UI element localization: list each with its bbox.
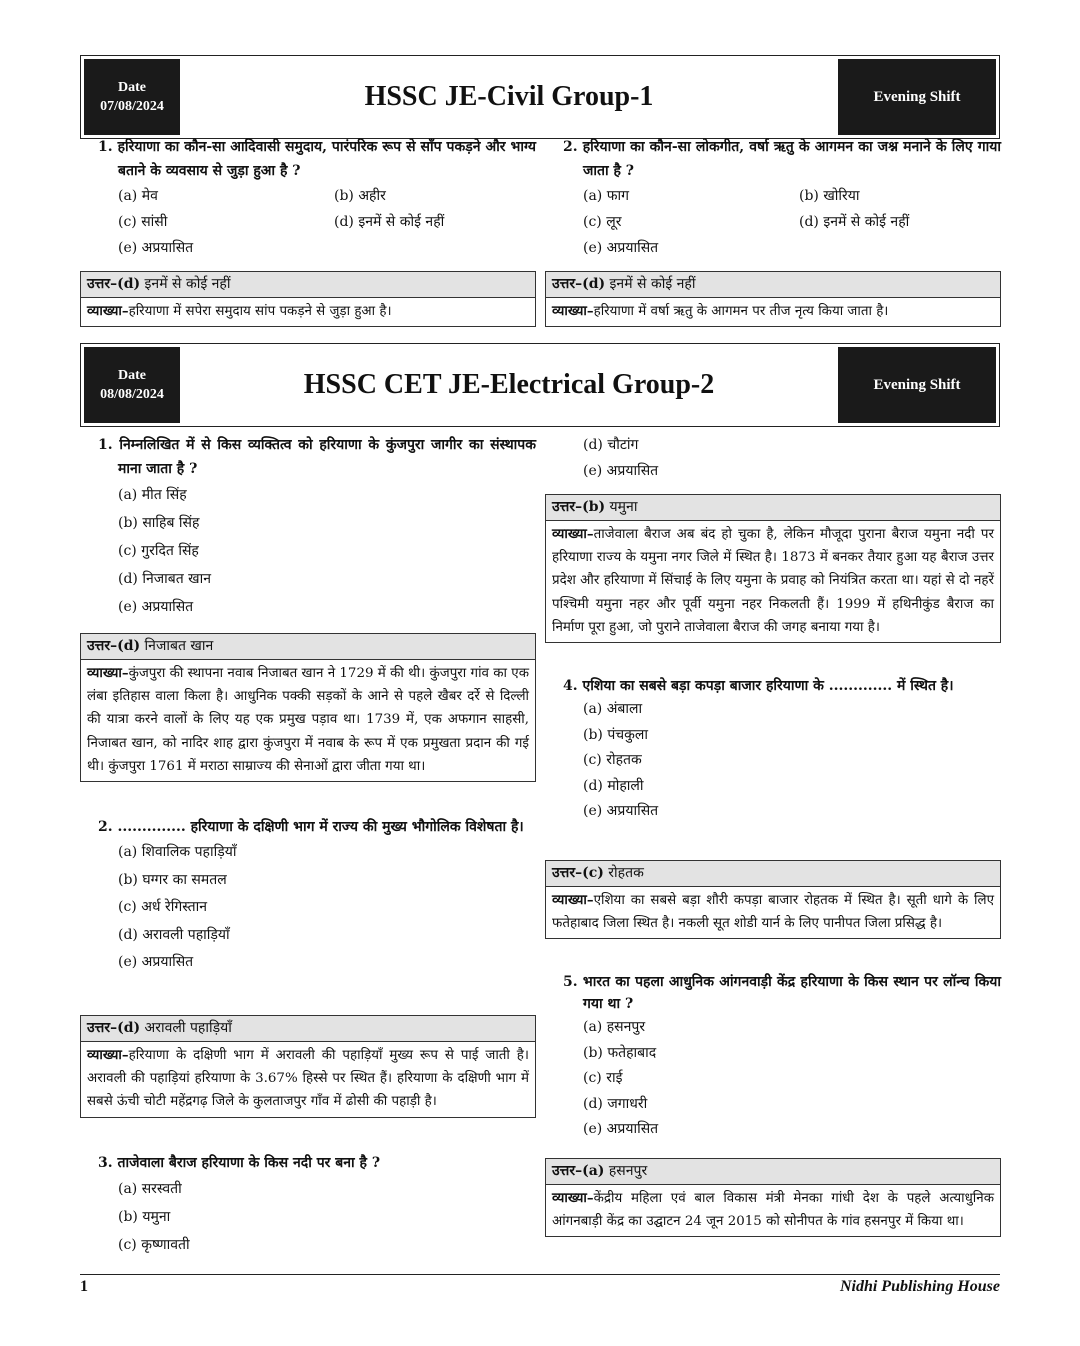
option-b: (b) साहिब सिंह — [118, 515, 200, 531]
answer-label: उत्तर–(d) — [87, 276, 141, 292]
s2-answer-box-3 — [545, 494, 1001, 643]
answer-text: अरावली पहाड़ियाँ — [140, 1020, 232, 1036]
section2-header — [80, 343, 1000, 427]
option-d: (d) मोहाली — [583, 777, 644, 794]
explanation — [546, 887, 1000, 938]
s1-question-2 — [563, 135, 1001, 261]
option-d: (d) अरावली पहाड़ियाँ — [118, 926, 230, 943]
option-d: (d) निजाबत खान — [118, 571, 212, 587]
explanation — [81, 660, 535, 781]
answer-label: उत्तर–(a) — [552, 1163, 605, 1179]
option-c: (c) लूर — [583, 214, 622, 230]
question-text: 4. एशिया का सबसे बड़ा कपड़ा बाजार हरियाणा के ............. में स्थित है। — [563, 678, 954, 694]
option-c: (c) राई — [583, 1070, 623, 1086]
explanation-text: हरियाणा में वर्षा ऋतु के आगमन पर तीज नृत्य किया जाता है। — [593, 304, 889, 319]
s2-question-3-continued — [563, 432, 1001, 484]
option-e: (e) अप्रयासित — [583, 240, 659, 256]
option-e: (e) अप्रयासित — [118, 599, 194, 615]
option-a: (a) शिवालिक पहाड़ियाँ — [118, 844, 237, 860]
option-d: (d) चौटांग — [583, 437, 639, 453]
section1-title: HSSC JE-Civil Group-1 — [364, 81, 654, 112]
explanation-text: कुंजपुरा की स्थापना नवाब निजाबत खान ने 1729 में की थी। कुंजपुरा गांव का एक लंबा इतिहास वाला किला है। आधुनिक पक्की सड़कों के आने से पहले खैबर दर्रे से दिल्ली की यात्रा करने वालों के लिए यह एक प्रमुख पड़ाव था। 1739 में, एक अफगान साहसी, निजाबत खान, को नादिर शाह द्वारा कुंजपुरा में नवाब के रूप में एक प्रमुखता प्रदान की गई थी। कुंजपुरा 1761 में मराठा साम्राज्य की सेनाओं द्वारा जीता गया था। — [87, 666, 529, 774]
s2-answer-box-4 — [545, 860, 1001, 939]
answer-label: उत्तर–(c) — [552, 865, 604, 881]
option-e: (e) अप्रयासित — [583, 463, 659, 479]
option-e: (e) अप्रयासित — [583, 803, 659, 819]
answer-line — [546, 272, 1000, 298]
option-a: (a) हसनपुर — [583, 1019, 646, 1035]
option-b: (b) अहीर — [334, 188, 386, 204]
option-c: (c) रोहतक — [583, 752, 642, 768]
s1-answer-box-2 — [545, 271, 1001, 327]
s2-question-2 — [98, 815, 536, 977]
option-b: (b) पंचकुला — [583, 726, 649, 743]
answer-text: रोहतक — [603, 865, 644, 881]
section1-date-label: Date — [118, 80, 146, 95]
option-c: (c) कृष्णावती — [118, 1237, 190, 1253]
s2-answer-box-1 — [80, 633, 536, 782]
option-a: (a) मीत सिंह — [118, 487, 187, 503]
answer-text: हसनपुर — [604, 1163, 648, 1179]
explanation-label: व्याख्या– — [87, 665, 129, 681]
explanation-text: हरियाणा में सपेरा समुदाय सांप पकड़ने से जुड़ा हुआ है। — [128, 304, 392, 319]
question-text: 2. हरियाणा का कौन-सा लोकगीत, वर्षा ऋतु के आगमन का जश्न मनाने के लिए गाया जाता है ? — [563, 139, 1001, 179]
explanation — [546, 521, 1000, 642]
option-e: (e) अप्रयासित — [118, 954, 194, 970]
option-a: (a) सरस्वती — [118, 1181, 182, 1197]
page-number: 1 — [80, 1278, 88, 1295]
section1-date-value: 07/08/2024 — [100, 99, 164, 114]
section2-date-label: Date — [118, 368, 146, 383]
option-b: (b) घग्गर का समतल — [118, 871, 227, 888]
answer-line — [546, 1159, 1000, 1185]
explanation — [546, 298, 1000, 326]
explanation-label: व्याख्या– — [552, 892, 594, 908]
answer-text: इनमें से कोई नहीं — [140, 276, 231, 292]
option-a: (a) मेव — [118, 188, 158, 204]
option-d: (d) जगाधरी — [583, 1095, 648, 1112]
answer-line — [546, 861, 1000, 887]
question-text: 2. .............. हरियाणा के दक्षिणी भाग में राज्य की मुख्य भौगोलिक विशेषता है। — [98, 819, 524, 835]
answer-text: इनमें से कोई नहीं — [605, 276, 696, 292]
option-a: (a) फाग — [583, 188, 630, 204]
section1-date-box — [84, 59, 180, 135]
option-b: (b) फतेहाबाद — [583, 1044, 657, 1061]
section2-date-value: 08/08/2024 — [100, 387, 164, 402]
answer-line — [81, 272, 535, 298]
explanation-text: केंद्रीय महिला एवं बाल विकास मंत्री मेनका गांधी देश के पहले अत्याधुनिक आंगनबाड़ी केंद्र का उद्घाटन 24 जून 2015 को सोनीपत के गांव हसनपुर में किया था। — [552, 1191, 994, 1230]
explanation-label: व्याख्या– — [552, 1190, 594, 1206]
option-e: (e) अप्रयासित — [118, 240, 194, 256]
question-text: 5. भारत का पहला आधुनिक आंगनवाड़ी केंद्र हरियाणा के किस स्थान पर लॉन्च किया गया था ? — [563, 974, 1001, 1012]
s2-answer-box-5 — [545, 1158, 1001, 1237]
answer-label: उत्तर–(d) — [87, 1020, 141, 1036]
footer-rule — [80, 1274, 1000, 1275]
option-d: (d) इनमें से कोई नहीं — [334, 214, 445, 230]
explanation-text: हरियाणा के दक्षिणी भाग में अरावली की पहाड़ियाँ मुख्य रूप से पाई जाती है। अरावली की पहाड़ियां हरियाणा के 3.67% हिस्से पर स्थित हैं। हरियाणा के दक्षिणी भाग में सबसे ऊंची चोटी महेंद्रगढ़ जिले के कुलताजपुर गाँव में ढोसी की पहाड़ी है। — [87, 1048, 529, 1110]
section2-title: HSSC CET JE-Electrical Group-2 — [303, 369, 715, 400]
explanation — [81, 298, 535, 326]
option-e: (e) अप्रयासित — [583, 1121, 659, 1137]
s1-answer-box-1 — [80, 271, 536, 327]
option-b: (b) खोरिया — [799, 188, 860, 204]
publisher-name: Nidhi Publishing House — [839, 1278, 1000, 1295]
s2-question-1 — [98, 433, 536, 621]
options-grid — [98, 183, 536, 261]
explanation-label: व्याख्या– — [87, 303, 129, 319]
answer-label: उत्तर–(b) — [552, 499, 606, 515]
section1-header — [80, 55, 1000, 139]
explanation — [546, 1185, 1000, 1236]
answer-line — [81, 1016, 535, 1042]
option-b: (b) यमुना — [118, 1209, 171, 1225]
explanation-label: व्याख्या– — [552, 526, 594, 542]
option-c: (c) गुरदित सिंह — [118, 543, 199, 559]
question-text: 3. ताजेवाला बैराज हरियाणा के किस नदी पर बना है ? — [98, 1155, 381, 1171]
answer-line — [81, 634, 535, 660]
option-c: (c) सांसी — [118, 214, 168, 230]
explanation-text: ताजेवाला बैराज अब बंद हो चुका है, लेकिन मौजूदा पुराना बैराज यमुना नदी पर हरियाणा राज्य के यमुना नगर जिले में स्थित है। 1873 में बनकर तैयार हुआ यह बैराज उत्तर प्रदेश और हरियाणा में सिंचाई के लिए यमुना के प्रवाह को नियंत्रित करता था। यहां से दो नहरें पश्चिमी यमुना नहर और पूर्वी यमुना नहर निकलती हैं। 1999 में हथिनीकुंड बैराज का निर्माण पूरा हुआ, जो पुराने ताजेवाला बैराज की जगह बनाया गया है। — [552, 527, 994, 635]
option-a: (a) अंबाला — [583, 701, 643, 717]
answer-text: निजाबत खान — [140, 638, 214, 654]
s2-question-4 — [563, 675, 1001, 825]
s1-question-1 — [98, 135, 536, 261]
answer-text: यमुना — [605, 499, 638, 515]
options-grid — [563, 183, 1001, 261]
explanation — [81, 1042, 535, 1117]
answer-line — [546, 495, 1000, 521]
option-d: (d) इनमें से कोई नहीं — [799, 214, 910, 230]
s2-question-3 — [98, 1151, 536, 1259]
question-text: 1. हरियाणा का कौन-सा आदिवासी समुदाय, पारंपरिक रूप से साँप पकड़ने और भाग्य बताने के व्यवसाय से जुड़ा हुआ है ? — [98, 139, 536, 179]
s2-question-5 — [563, 971, 1001, 1143]
section2-shift: Evening Shift — [838, 347, 996, 423]
section2-date-box — [84, 347, 180, 423]
option-c: (c) अर्ध रेगिस्तान — [118, 899, 208, 915]
explanation-label: व्याख्या– — [552, 303, 594, 319]
answer-label: उत्तर–(d) — [87, 638, 141, 654]
section1-shift: Evening Shift — [838, 59, 996, 135]
question-text: 1. निम्नलिखित में से किस व्यक्तित्व को हरियाणा के कुंजपुरा जागीर का संस्थापक माना जाता है ? — [98, 437, 536, 477]
s2-answer-box-2 — [80, 1015, 536, 1118]
explanation-text: एशिया का सबसे बड़ा शौरी कपड़ा बाजार रोहतक में स्थित है। सूती धागे के लिए फतेहाबाद जिला स्थित है। नकली सूत शोडी यार्न के लिए पानीपत जिला प्रसिद्ध है। — [552, 893, 994, 932]
answer-label: उत्तर–(d) — [552, 276, 606, 292]
explanation-label: व्याख्या– — [87, 1047, 129, 1063]
